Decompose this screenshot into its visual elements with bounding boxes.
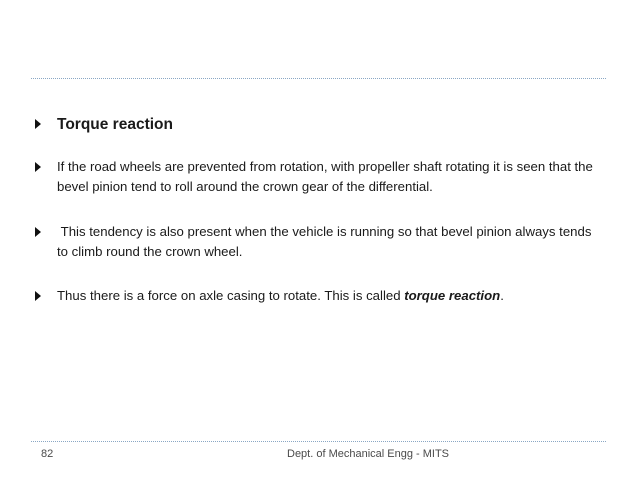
slide-heading: Torque reaction [57, 116, 173, 133]
bullet-item [35, 222, 595, 262]
bullet-text-end: . [500, 288, 504, 303]
bullet-arrow-icon [35, 227, 41, 237]
bullet-arrow-icon [35, 119, 41, 129]
bullet-text: This tendency is also present when the vehicle is running so that bevel pinion always tends to climb round the crown wheel. [57, 224, 596, 259]
slide-content [35, 112, 595, 306]
bullet-text: If the road wheels are prevented from rotation, with propeller shaft rotating it is seen that the bevel pinion tend to roll around the crown gear of the differential. [57, 159, 593, 194]
bullet-arrow-icon [35, 291, 41, 301]
heading-bullet [35, 114, 595, 136]
bullet-item [35, 157, 595, 197]
page-number: 82 [41, 448, 54, 460]
bullet-arrow-icon [35, 162, 41, 172]
bullet-item [35, 286, 595, 306]
top-divider [31, 78, 606, 79]
emphasis-term: torque reaction [404, 288, 501, 303]
bottom-divider [31, 441, 606, 442]
footer-department: Dept. of Mechanical Engg - MITS [287, 448, 450, 460]
bullet-text: Thus there is a force on axle casing to rotate. This is called [57, 288, 405, 303]
